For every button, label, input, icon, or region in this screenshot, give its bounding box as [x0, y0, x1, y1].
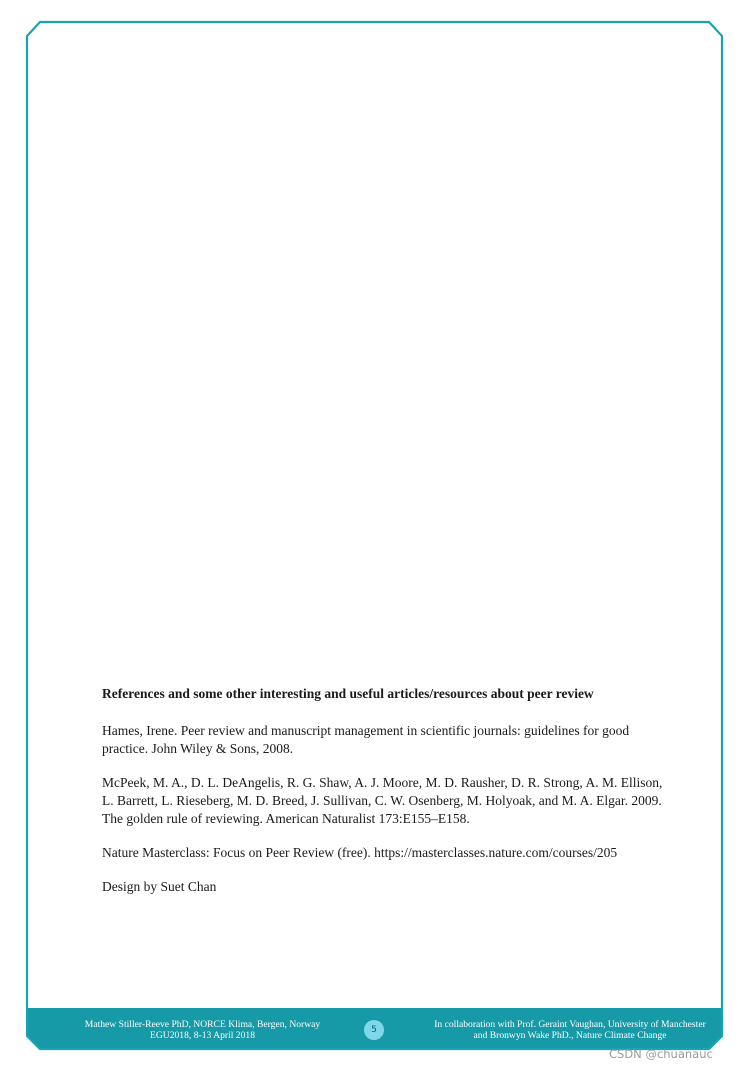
footer-event-line: EGU2018, 8-13 April 2018 [150, 1030, 255, 1041]
design-credit: Design by Suet Chan [102, 879, 217, 894]
reference-item: Hames, Irene. Peer review and manuscript management in scientific journals: guidelines for good practice. John Wiley & Sons, 2008. [102, 723, 630, 756]
footer-collaboration-info [400, 1019, 737, 1041]
watermark-text: CSDN @chuanauc [609, 1047, 713, 1061]
footer-author-line: Mathew Stiller-Reeve PhD, NORCE Klima, Bergen, Norway [84, 1019, 321, 1030]
footer-collab-line-2: and Bronwyn Wake PhD., Nature Climate Change [473, 1030, 667, 1041]
references-section [102, 686, 672, 912]
page-footer [30, 1010, 720, 1046]
reference-item: McPeek, M. A., D. L. DeAngelis, R. G. Shaw, A. J. Moore, M. D. Rausher, D. R. Strong, A. M. Ellison, L. Barrett, L. Rieseberg, M. D. Breed, J. Sullivan, C. W. Osenberg, M. Holyoak, and M. A. Elgar. 2009. The golden rule of reviewing. American Naturalist 173:E155–E158. [102, 775, 663, 826]
footer-collab-line-1: In collaboration with Prof. Geraint Vaughan, University of Manchester [434, 1019, 706, 1030]
references-heading: References and some other interesting and useful articles/resources about peer review [102, 686, 594, 701]
footer-author-info [30, 1019, 375, 1041]
page-number-badge: 5 [364, 1020, 384, 1040]
reference-item: Nature Masterclass: Focus on Peer Review (free). https://masterclasses.nature.com/courses/205 [102, 845, 618, 860]
